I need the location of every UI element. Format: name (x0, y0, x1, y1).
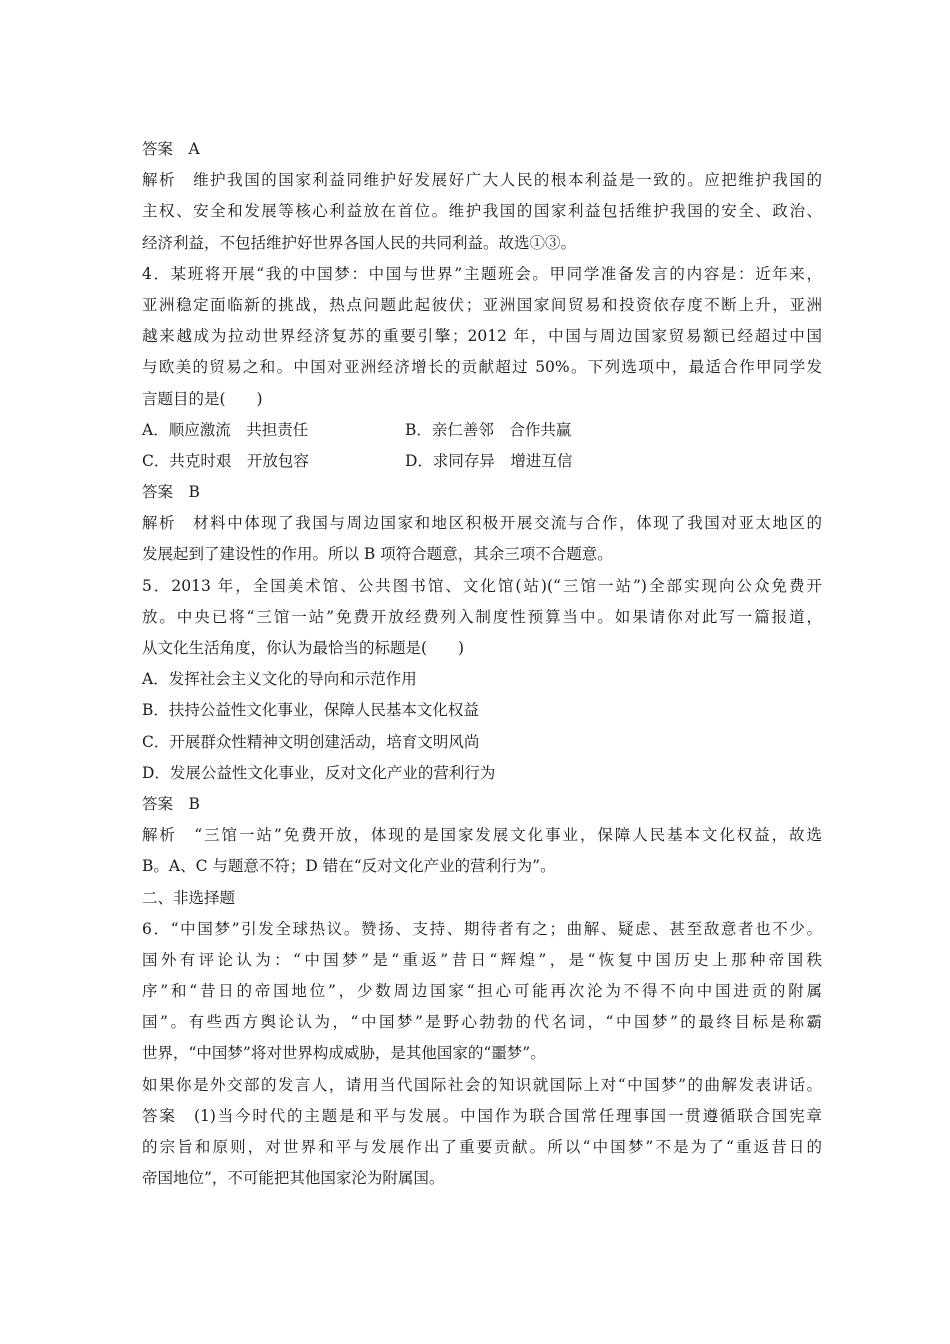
q5-option-c: C．开展群众性精神文明创建活动，培育文明风尚 (142, 732, 480, 751)
q4-stem-line: 越来越成为拉动世界经济复苏的重要引擎；2012 年，中国与周边国家贸易额已经超过中国 (142, 327, 822, 346)
q5-analysis-line: B。A、C 与题意不符；D 错在“反对文化产业的营利行为”。 (142, 857, 556, 876)
q6-stem-line: 序”和“昔日的帝国地位”，少数周边国家“担心可能再次沦为不得不向中国进贡的附属 (142, 982, 822, 1001)
q6-stem-line: 国”。有些西方舆论认为，“中国梦”是野心勃勃的代名词，“中国梦”的最终目标是称霸 (142, 1013, 822, 1032)
q5-option-b: B．扶持公益性文化事业，保障人民基本文化权益 (142, 701, 479, 720)
q4-option-d: D．求同存异 增进互信 (405, 451, 573, 470)
q4-option-a: A．顺应激流 共担责任 (142, 420, 309, 439)
section-heading: 二、非选择题 (142, 888, 236, 907)
q4-answer: 答案 B (142, 483, 200, 502)
q4-analysis-line: 解析 材料中体现了我国与周边国家和地区积极开展交流与合作，体现了我国对亚太地区的 (142, 514, 822, 533)
q4-stem-line: 与欧美的贸易之和。中国对亚洲经济增长的贡献超过 50%。下列选项中，最适合作甲同学发 (142, 358, 822, 377)
q6-answer-line: 帝国地位”，不可能把其他国家沦为附属国。 (142, 1169, 445, 1188)
q5-option-a: A．发挥社会主义文化的导向和示范作用 (142, 670, 417, 689)
q3-analysis-line: 经济利益，不包括维护好世界各国人民的共同利益。故选①③。 (142, 233, 577, 252)
q5-answer: 答案 B (142, 794, 200, 813)
q4-stem-line: 亚洲稳定面临新的挑战，热点问题此起彼伏；亚洲国家间贸易和投资依存度不断上升，亚洲 (142, 295, 822, 314)
q6-answer-line: 的宗旨和原则，对世界和平与发展作出了重要贡献。所以“中国梦”不是为了“重返昔日的 (142, 1138, 822, 1156)
q4-stem-line: 4．某班将开展“我的中国梦：中国与世界”主题班会。甲同学准备发言的内容是：近年来， (142, 264, 822, 283)
q6-stem-line: 世界，“中国梦”将对世界构成威胁，是其他国家的“噩梦”。 (142, 1044, 546, 1063)
q6-stem-line: 如果你是外交部的发言人，请用当代国际社会的知识就国际上对“中国梦”的曲解发表讲话。 (142, 1075, 822, 1094)
q4-option-c: C．共克时艰 开放包容 (142, 451, 309, 470)
q5-stem-line: 从文化生活角度，你认为最恰当的标题是( ) (142, 639, 465, 657)
q4-analysis-line: 发展起到了建设性的作用。所以 B 项符合题意，其余三项不合题意。 (142, 545, 613, 564)
q6-answer-line: 答案 (1)当今时代的主题是和平与发展。中国作为联合国常任理事国一贯遵循联合国宪章 (142, 1106, 822, 1125)
q5-analysis-line: 解析 “三馆一站”免费开放，体现的是国家发展文化事业，保障人民基本文化权益，故选 (142, 826, 822, 845)
q5-option-d: D．发展公益性文化事业，反对文化产业的营利行为 (142, 763, 496, 782)
q3-analysis-line: 解析 维护我国的国家利益同维护好发展好广大人民的根本利益是一致的。应把维护我国的 (142, 171, 822, 190)
q4-options-row (142, 446, 822, 477)
q3-analysis-line: 主权、安全和发展等核心利益放在首位。维护我国的国家利益包括维护我国的安全、政治、 (142, 202, 822, 221)
q5-stem-line: 5．2013 年，全国美术馆、公共图书馆、文化馆(站)(“三馆一站”)全部实现向公众免费开 (142, 576, 822, 595)
q6-stem-line: 6．“中国梦”引发全球热议。赞扬、支持、期待者有之；曲解、疑虑、甚至敌意者也不少。 (142, 919, 822, 938)
q5-stem-line: 放。中央已将“三馆一站”免费开放经费列入制度性预算当中。如果请你对此写一篇报道， (142, 607, 822, 626)
q4-option-b: B．亲仁善邻 合作共赢 (405, 420, 572, 439)
document-page (142, 134, 822, 1194)
q4-stem-line: 言题目的是( ) (142, 389, 263, 408)
q4-options-row (142, 415, 822, 446)
q3-answer: 答案 A (142, 140, 200, 158)
q6-stem-line: 国外有评论认为：“中国梦”是“重返”昔日“辉煌”，是“恢复中国历史上那种帝国秩 (142, 950, 822, 969)
